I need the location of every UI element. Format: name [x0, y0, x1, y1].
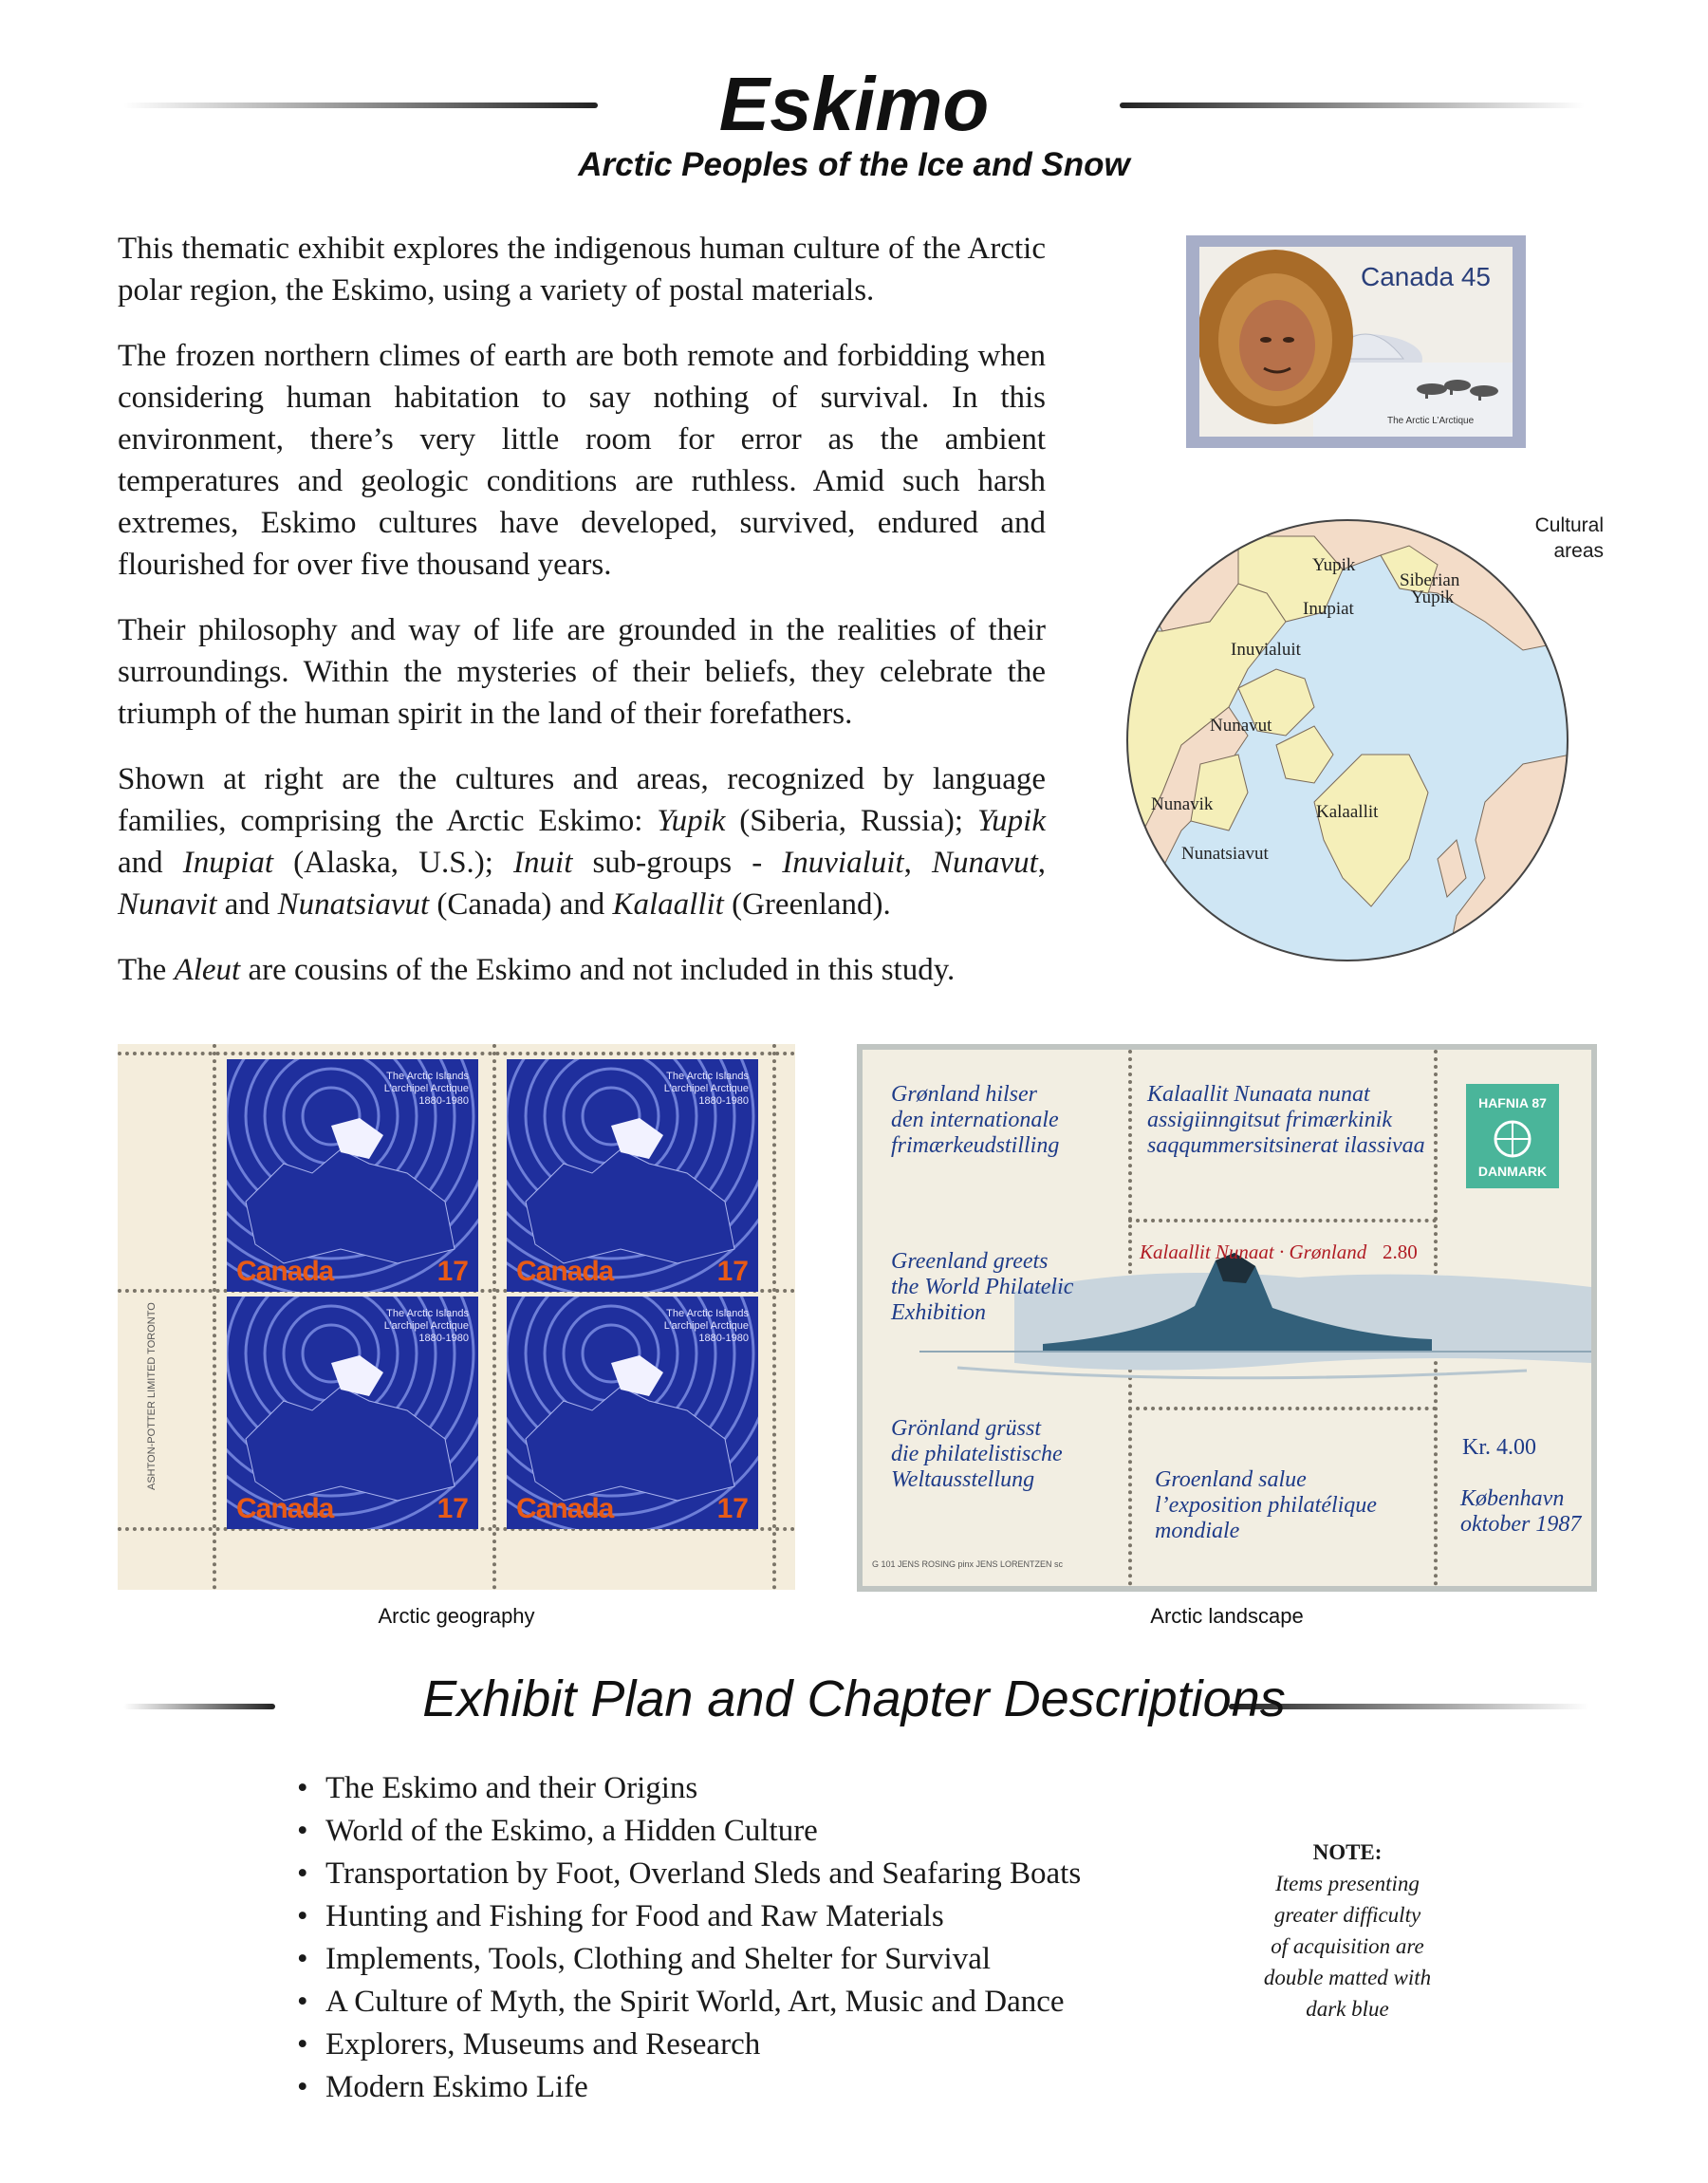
- stamp-country: Canada: [236, 1493, 334, 1524]
- stamp-value: 2.80: [1383, 1241, 1418, 1263]
- list-item: • Implements, Tools, Clothing and Shelter for Survival: [297, 1938, 1081, 1981]
- canada-block-of-four: [118, 1044, 795, 1590]
- map-side-label: Cultural areas: [1534, 514, 1604, 562]
- stamp-inscription: Kalaallit Nunaat · Grønland: [1140, 1241, 1367, 1263]
- map-label-yupik: Yupik: [1312, 555, 1356, 575]
- sheet-text-english: Greenland greets the World Philatelic Exhibition: [891, 1249, 1074, 1325]
- stamp-country: Canada: [516, 1493, 614, 1524]
- sheet-text-german: Grönland grüsst die philatelistische Weltausstellung: [891, 1416, 1063, 1492]
- list-item: • Modern Eskimo Life: [297, 2066, 1081, 2109]
- list-item: • World of the Eskimo, a Hidden Culture: [297, 1810, 1081, 1853]
- note-box: NOTE: Items presenting greater difficulty of acquisition are double matted with dark blue: [1253, 1837, 1442, 2024]
- sheet-text-danish: Grønland hilser den internationale frimærkeudstilling: [891, 1082, 1060, 1158]
- note-heading: NOTE:: [1312, 1840, 1383, 1864]
- map-label-siberian-yupik: Yupik: [1411, 588, 1455, 607]
- intro-paragraph-3: Their philosophy and way of life are grounded in the realities of their surroundings. Within the mysteries of their beliefs, they celebrate the triumph of the human spirit in the land of their forefathers.: [118, 613, 1046, 731]
- block-caption: Arctic geography: [378, 1604, 535, 1628]
- map-label-inupiat: Inupiat: [1303, 599, 1354, 619]
- intro-paragraph-2: The frozen northern climes of earth are both remote and forbidding when considering human habitation to say nothing of survival. In this environment, there’s very little room for error as the ambient temperatures and geologic conditions are ruthless. Amid such harsh extremes, Eskimo cultures have developed, survived, endured and flourished for over five thousand years.: [118, 339, 1046, 582]
- map-label-inuvialuit: Inuvialuit: [1231, 640, 1301, 660]
- map-label-siberian: Siberian: [1400, 570, 1460, 590]
- perforation: [118, 1052, 795, 1055]
- list-item: • Hunting and Fishing for Food and Raw Materials: [297, 1895, 1081, 1938]
- page-subtitle: Arctic Peoples of the Ice and Snow: [578, 146, 1130, 183]
- block-stamp: The Arctic Islands L’archipel Arctique 1880-1980 Canada 17: [507, 1059, 758, 1292]
- stamp-country: Canada: [516, 1256, 614, 1287]
- map-label-kalaallit: Kalaallit: [1316, 802, 1379, 822]
- stamp-value: 17: [436, 1493, 469, 1524]
- arctic-cultural-areas-map: [1124, 517, 1570, 963]
- sheet-credit: G 101 JENS ROSING pinx JENS LORENTZEN sc: [872, 1559, 1064, 1569]
- intro-paragraph-5: The Aleut are cousins of the Eskimo and not included in this study.: [118, 953, 956, 987]
- map-label-nunavik: Nunavik: [1151, 794, 1214, 814]
- stamp-value: 17: [716, 1256, 749, 1287]
- list-item: • Explorers, Museums and Research: [297, 2024, 1081, 2066]
- block-stamp: The Arctic Islands L’archipel Arctique 1880-1980 Canada 17: [507, 1297, 758, 1529]
- list-item: • A Culture of Myth, the Spirit World, Art, Music and Dance: [297, 1981, 1081, 2024]
- greenland-souvenir-sheet: [857, 1044, 1597, 1592]
- stamp-value: 17: [716, 1493, 749, 1524]
- intro-paragraph-1: This thematic exhibit explores the indigenous human culture of the Arctic polar region, the Eskimo, using a variety of postal materials.: [118, 232, 1046, 308]
- sheet-text-greenlandic: Kalaallit Nunaata nunat assigiinngitsut frimærkinik saqqummersitsinerat ilassivaa: [1147, 1082, 1425, 1158]
- map-label-nunavut: Nunavut: [1210, 716, 1272, 736]
- hafnia-87-logo: HAFNIA 87 DANMARK: [1466, 1084, 1559, 1188]
- block-stamp: The Arctic Islands L’archipel Arctique 1880-1980 Canada 17: [227, 1297, 478, 1529]
- plan-title: Exhibit Plan and Chapter Descriptions: [422, 1670, 1286, 1727]
- intro-text: [118, 228, 1046, 1015]
- list-item: • The Eskimo and their Origins: [297, 1767, 1081, 1810]
- map-label-nunatsiavut: Nunatsiavut: [1181, 844, 1269, 864]
- stamp-caption: The Arctic L’Arctique: [1387, 416, 1475, 426]
- stamp-value: 17: [436, 1256, 469, 1287]
- block-stamp: The Arctic Islands L’archipel Arctique 1880-1980 Canada 17: [227, 1059, 478, 1292]
- printer-imprint: ASHTON-POTTER LIMITED TORONTO: [146, 1302, 158, 1490]
- canada-45-stamp: [1186, 235, 1526, 448]
- perforation: [772, 1044, 776, 1590]
- stamp-country: Canada: [236, 1256, 334, 1287]
- stamp-denomination: Canada 45: [1361, 262, 1492, 291]
- sheet-place-date: København oktober 1987: [1460, 1486, 1582, 1537]
- list-item: • Transportation by Foot, Overland Sleds and Seafaring Boats: [297, 1853, 1081, 1895]
- sheet-text-french: Groenland salue l’exposition philatélique mondiale: [1155, 1467, 1377, 1543]
- sheet-price: Kr. 4.00: [1462, 1435, 1536, 1460]
- page-title: Eskimo: [718, 62, 990, 146]
- perforation: [492, 1044, 496, 1590]
- perforation: [213, 1044, 216, 1590]
- intro-paragraph-4: Shown at right are the cultures and areas, recognized by language families, comprising the Arctic Eskimo: Yupik (Siberia, Russia); Yupik and Inupiat (Alaska, U.S.); Inuit sub-groups - Inuvialuit, Nunavut, Nunavit and Nunatsiavut (Canada) and Kalaallit (Greenland).: [118, 762, 1047, 922]
- chapter-list: [297, 1767, 1081, 2109]
- sheet-caption: Arctic landscape: [1150, 1604, 1304, 1628]
